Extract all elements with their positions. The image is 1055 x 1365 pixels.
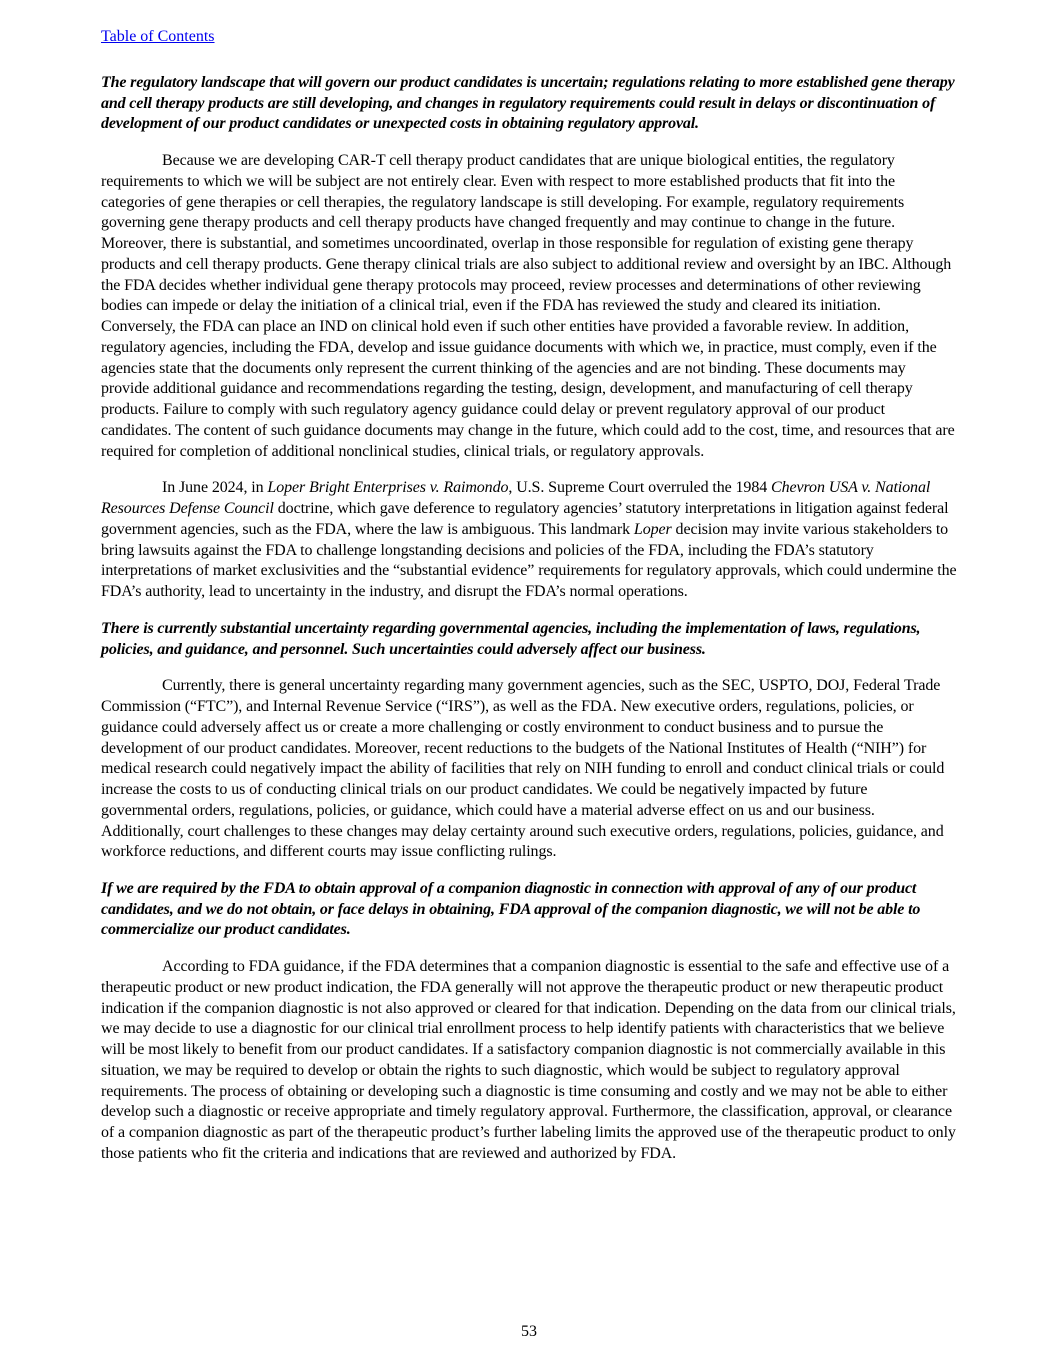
body-paragraph: According to FDA guidance, if the FDA determines that a companion diagnostic is essential to the safe and effective use of a therapeutic product or new product indication, the FDA generally will not approve the therapeutic product or new therapeutic product indication if the companion diagnostic is not also approved or cleared for that indication. Depending on the data from our clinical trials, we may decide to use a diagnostic for our clinical trial enrollment process to help identify patients with characteristics that we believe will be most likely to benefit from our product candidates. If a satisfactory companion diagnostic is not commercially available in this situation, we may be required to develop or obtain the rights to such diagnostic, which would be subject to regulatory approval requirements. The process of obtaining or developing such a diagnostic is time consuming and costly and we may not be able to either develop such a diagnostic or receive appropriate and timely regulatory approval. Furthermore, the classification, approval, or clearance of a companion diagnostic as part of the therapeutic product’s further labeling limits the approved use of the therapeutic product to only those patients who fit the criteria and indications that are reviewed and authorized by FDA. <box>101 958 956 1162</box>
risk-section-governmental-uncertainty <box>101 619 957 863</box>
case-name-loper-bright: Loper Bright Enterprises v. Raimondo <box>267 479 509 497</box>
table-of-contents-link[interactable]: Table of Contents <box>101 28 215 45</box>
text-run: doctrine, which gave deference to regulatory agencies’ statutory interpretations in litigation against federal government agencies, such as the FDA, where the law is ambiguous. This landmark <box>101 500 949 538</box>
risk-section-regulatory-landscape <box>101 73 957 603</box>
section-heading: There is currently substantial uncertainty regarding governmental agencies, including the implementation of laws, regulations, policies, and guidance, and personnel. Such uncertainties could adversely affect our business. <box>101 619 921 658</box>
body-paragraph: Because we are developing CAR-T cell therapy product candidates that are unique biological entities, the regulatory requirements to which we will be subject are not entirely clear. Even with respect to more established products that fit into the categories of gene therapies or cell therapies, the regulatory landscape is still developing. For example, regulatory requirements governing gene therapy products and cell therapy products have changed frequently and may continue to change in the future. Moreover, there is substantial, and sometimes uncoordinated, overlap in those responsible for regulation of existing gene therapy products and cell therapy products. Gene therapy clinical trials are also subject to additional review and oversight by an IBC. Although the FDA decides whether individual gene therapy protocols may proceed, review processes and determinations of other reviewing bodies can impede or delay the initiation of a clinical trial, even if the FDA has reviewed the study and cleared its initiation. Conversely, the FDA can place an IND on clinical hold even if such other entities have provided a favorable review. In addition, regulatory agencies, including the FDA, develop and issue guidance documents with which we, in practice, must comply, even if the agencies state that the documents only represent the current thinking of the agencies and are not binding. These documents may provide additional guidance and recommendations regarding the testing, design, development, and manufacturing of cell therapy products. Failure to comply with such regulatory agency guidance could delay or prevent regulatory approval of our product candidates. The content of such guidance documents may change in the future, which could add to the cost, time, and resources that are required for completion of additional nonclinical studies, clinical trials, or regulatory approvals. <box>101 152 955 460</box>
case-name-loper: Loper <box>633 520 672 538</box>
text-run: decision may invite various stakeholders to bring lawsuits against the FDA to challenge longstanding decisions and policies of the FDA, including the FDA’s statutory interpretations of market exclusivities and the “substantial evidence” requirements for regulatory approvals, which could undermine the FDA’s authority, lead to uncertainty in the industry, and disrupt the FDA’s normal operations. <box>101 520 957 601</box>
document-body <box>101 73 957 1181</box>
body-paragraph-loper <box>101 478 957 603</box>
case-name-chevron: Chevron USA v. National Resources Defense Council <box>101 479 931 518</box>
text-run: , U.S. Supreme Court overruled the 1984 <box>508 479 772 497</box>
section-heading: If we are required by the FDA to obtain approval of a companion diagnostic in connection with approval of any of our product candidates, and we do not obtain, or face delays in obtaining, FDA approval of the companion diagnostic, we will not be able to commercialize our product candidates. <box>101 880 921 939</box>
section-heading: The regulatory landscape that will govern our product candidates is uncertain; regulations relating to more established gene therapy and cell therapy products are still developing, and changes in regulatory requirements could result in delays or discontinuation of development of our product candidates or unexpected costs in obtaining regulatory approval. <box>101 74 955 133</box>
text-run: In June 2024, in <box>162 479 268 497</box>
risk-section-companion-diagnostic <box>101 879 957 1165</box>
page-number: 53 <box>521 1323 537 1340</box>
body-paragraph: Currently, there is general uncertainty regarding many government agencies, such as the SEC, USPTO, DOJ, Federal Trade Commission (“FTC”), and Internal Revenue Service (“IRS”), as well as the FDA. New executive orders, regulations, policies, or guidance could adversely affect us or create a more challenging or costly environment to conduct business and to pursue the development of our product candidates. Moreover, recent reductions to the budgets of the National Institutes of Health (“NIH”) for medical research could negatively impact the ability of facilities that rely on NIH funding to enroll and conduct clinical trials or could increase the costs to us of conducting clinical trials on our product candidates. We could be negatively impacted by future governmental orders, regulations, policies, or guidance, which could have a material adverse effect on us and our business. Additionally, court challenges to these changes may delay certainty around such executive orders, regulations, policies, guidance, and workforce reductions, and different courts may issue conflicting rulings. <box>101 677 945 861</box>
